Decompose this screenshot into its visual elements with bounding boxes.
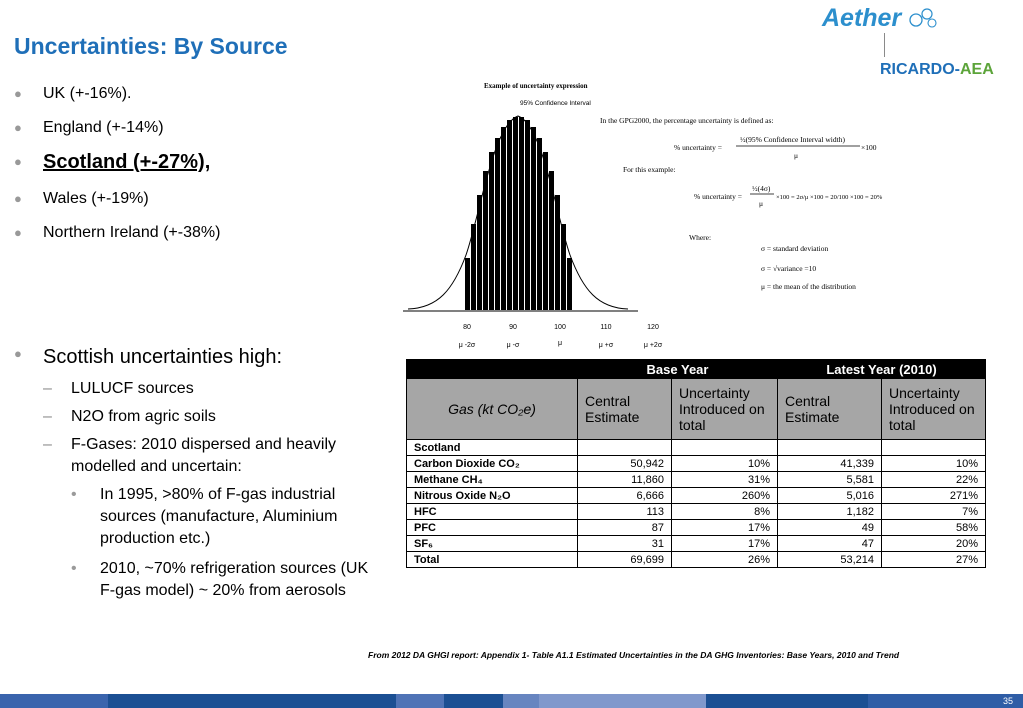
svg-text:μ +σ: μ +σ — [598, 342, 614, 349]
sub-item-1995: • In 1995, >80% of F-gas industrial sources (manufacture, Aluminium production etc.) — [71, 484, 381, 550]
table-column-header — [407, 379, 986, 440]
cell-base: 69,699 — [578, 552, 672, 568]
cell-base: 11,860 — [578, 472, 672, 488]
cell-base-uncert: 17% — [672, 536, 778, 552]
svg-text:σ = standard deviation: σ = standard deviation — [761, 244, 829, 253]
cell-base: 113 — [578, 504, 672, 520]
bullet-england: ● England (+-14%) — [14, 118, 220, 152]
header-latest-year: Latest Year (2010) — [778, 360, 986, 379]
svg-text:×100 = 2σ/μ ×100 = 20/100 ×100: ×100 = 2σ/μ ×100 = 20/100 ×100 = 20% — [776, 194, 883, 201]
svg-text:In the GPG2000, the percentage: In the GPG2000, the percentage uncertainty is defined as: — [600, 116, 774, 125]
uncertainty-table — [406, 359, 986, 568]
cell-base-uncert: 31% — [672, 472, 778, 488]
cell-latest: 41,339 — [778, 456, 882, 472]
cell-base-uncert: 260% — [672, 488, 778, 504]
row-label: Carbon Dioxide CO₂ — [407, 456, 578, 472]
cell-latest-uncert: 7% — [882, 504, 986, 520]
cell-base: 31 — [578, 536, 672, 552]
footer-segment — [503, 694, 539, 708]
bullet-wales: ● Wales (+-19%) — [14, 189, 220, 223]
svg-text:For this example:: For this example: — [623, 165, 676, 174]
svg-text:μ = the mean of the distributi: μ = the mean of the distribution — [761, 282, 856, 291]
cell-base-uncert: 26% — [672, 552, 778, 568]
bullet-scotland: ● Scotland (+-27%), — [14, 152, 220, 189]
header-central-latest: Central Estimate — [778, 379, 882, 440]
row-label: Methane CH₄ — [407, 472, 578, 488]
row-label: SF₆ — [407, 536, 578, 552]
svg-text:80: 80 — [463, 324, 471, 331]
table-row — [407, 472, 986, 488]
cell-latest-uncert: 271% — [882, 488, 986, 504]
scottish-bullet-list — [14, 346, 282, 369]
row-label: Nitrous Oxide N₂O — [407, 488, 578, 504]
cell-latest-uncert: 20% — [882, 536, 986, 552]
svg-text:90: 90 — [509, 324, 517, 331]
uncertainty-formulas — [600, 116, 883, 291]
table-row — [407, 536, 986, 552]
svg-text:μ: μ — [759, 199, 764, 208]
svg-text:% uncertainty =: % uncertainty = — [674, 143, 722, 152]
cell-latest-uncert: 10% — [882, 456, 986, 472]
row-label: PFC — [407, 520, 578, 536]
table-row — [407, 504, 986, 520]
svg-text:% uncertainty =: % uncertainty = — [694, 192, 742, 201]
footer-segment — [868, 694, 1023, 708]
svg-text:μ +2σ: μ +2σ — [643, 342, 663, 349]
page-title: Uncertainties: By Source — [14, 33, 288, 59]
svg-text:100: 100 — [554, 324, 566, 331]
normal-curve-bars — [465, 117, 572, 310]
header-uncert-latest: Uncertainty Introduced on total — [882, 379, 986, 440]
svg-text:μ: μ — [794, 151, 799, 160]
uncertainty-figure — [398, 80, 910, 352]
figure-title: Example of uncertainty expression — [484, 82, 588, 90]
cell-base-uncert: 8% — [672, 504, 778, 520]
cell-base: 50,942 — [578, 456, 672, 472]
sub-item-n2o: – N2O from agric soils — [43, 406, 383, 428]
row-label: HFC — [407, 504, 578, 520]
page-number: 35 — [1002, 696, 1013, 706]
sub-item-lulucf: – LULUCF sources — [43, 378, 383, 400]
scottish-heading: ● Scottish uncertainties high: — [14, 346, 282, 369]
header-uncert-base: Uncertainty Introduced on total — [672, 379, 778, 440]
aether-rings-icon — [908, 4, 938, 30]
cell-base: 87 — [578, 520, 672, 536]
sub-item-2010: • 2010, ~70% refrigeration sources (UK F-gas model) ~ 20% from aerosols — [71, 558, 381, 602]
citation: From 2012 DA GHGI report: Appendix 1- Table A1.1 Estimated Uncertainties in the DA GHG Inventories: Base Years, 2010 and Trend — [368, 650, 900, 660]
svg-text:110: 110 — [600, 324, 612, 331]
table-group-header — [407, 360, 986, 379]
sub-item-fgases: – F-Gases: 2010 dispersed and heavily modelled and uncertain: — [43, 434, 383, 478]
header-base-year: Base Year — [578, 360, 778, 379]
svg-text:μ: μ — [557, 340, 563, 347]
cell-latest: 53,214 — [778, 552, 882, 568]
country-bullet-list — [14, 84, 220, 257]
svg-text:Where:: Where: — [689, 233, 712, 242]
cell-base-uncert: 10% — [672, 456, 778, 472]
cell-latest: 47 — [778, 536, 882, 552]
cell-latest: 5,016 — [778, 488, 882, 504]
x-axis-ticks — [463, 324, 659, 331]
footer-segment — [396, 694, 444, 708]
header-gas: Gas (kt CO₂e) — [407, 379, 578, 440]
bullet-uk: ● UK (+-16%). — [14, 84, 220, 118]
cell-base-uncert: 17% — [672, 520, 778, 536]
fgas-sub-list — [71, 484, 381, 610]
footer-segment — [539, 694, 706, 708]
logo-divider — [884, 33, 885, 57]
row-label: Total — [407, 552, 578, 568]
svg-text:½(95% Confidence Interval widt: ½(95% Confidence Interval width) — [740, 135, 845, 144]
footer-segment — [0, 694, 108, 708]
cell-latest: 1,182 — [778, 504, 882, 520]
table-row — [407, 552, 986, 568]
cell-latest-uncert: 27% — [882, 552, 986, 568]
figure-subtitle: 95% Confidence Interval — [520, 100, 591, 107]
scottish-sub-list — [43, 378, 383, 484]
section-label: Scotland — [407, 440, 578, 456]
table-section-row — [407, 440, 986, 456]
svg-text:σ = √variance =10: σ = √variance =10 — [761, 264, 817, 273]
table-row — [407, 456, 986, 472]
table-row — [407, 488, 986, 504]
cell-latest-uncert: 22% — [882, 472, 986, 488]
aether-logo: Aether — [822, 4, 902, 32]
cell-latest-uncert: 58% — [882, 520, 986, 536]
svg-text:μ -2σ: μ -2σ — [458, 342, 476, 349]
header-central-base: Central Estimate — [578, 379, 672, 440]
footer-bar — [0, 694, 1023, 708]
ricardo-aea-logo: RICARDO-AEA — [880, 61, 994, 78]
cell-latest: 49 — [778, 520, 882, 536]
svg-text:×100: ×100 — [861, 143, 877, 152]
sigma-labels — [459, 340, 663, 349]
svg-text:120: 120 — [647, 324, 659, 331]
cell-base: 6,666 — [578, 488, 672, 504]
bullet-northern-ireland: ● Northern Ireland (+-38%) — [14, 223, 220, 257]
cell-latest: 5,581 — [778, 472, 882, 488]
table-row — [407, 520, 986, 536]
svg-text:½(4σ): ½(4σ) — [752, 184, 771, 193]
svg-text:μ -σ: μ -σ — [506, 342, 520, 349]
